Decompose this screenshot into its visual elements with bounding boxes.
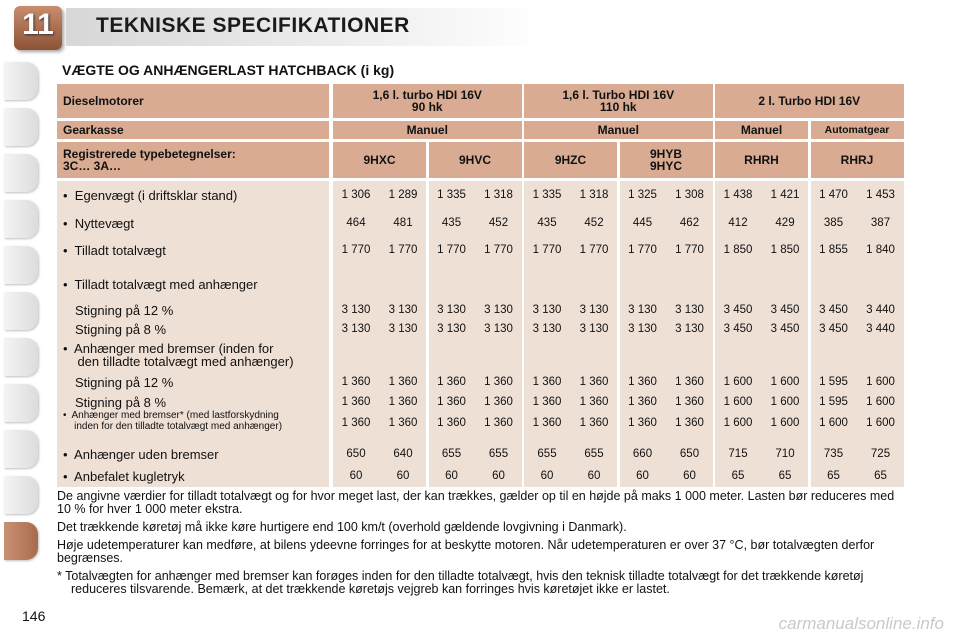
type-header: RHRH [715, 142, 808, 178]
cell-value: 1 600 [723, 417, 753, 429]
cell-value: 3 440 [866, 323, 895, 335]
cell-value: 60 [445, 470, 458, 482]
row-label: Stigning på 8 % [75, 395, 167, 410]
cell-value: 3 450 [723, 323, 753, 335]
cell-value: 725 [870, 448, 891, 460]
cell-value: 1 289 [388, 189, 418, 201]
cell-value: 1 600 [723, 376, 753, 388]
cell-value: 1 306 [341, 189, 371, 201]
cell-value: 412 [728, 217, 748, 229]
cell-value: 1 360 [341, 396, 371, 408]
cell-value: 1 360 [388, 417, 418, 429]
gearbox-header: Manuel [715, 121, 808, 139]
cell-value: 1 850 [770, 244, 800, 256]
cell-value: 65 [827, 470, 840, 482]
cell-value: 60 [492, 470, 505, 482]
cell-value: 1 770 [628, 244, 657, 256]
cell-value: 1 470 [819, 189, 848, 201]
note-paragraph: Høje udetemperaturer kan medføre, at bilens ydeevne forringes for at beskytte motoren. Når udetemperaturen er over 37 °C, bør totalvægten derfor begrænses. [57, 538, 875, 565]
cell-value: 60 [587, 470, 601, 482]
cell-value: 3 450 [770, 304, 800, 316]
chapter-tab[interactable] [4, 522, 38, 560]
cell-value: 65 [874, 470, 887, 482]
cell-value: 1 600 [723, 396, 753, 408]
row-label: • Anhænger uden bremser [63, 447, 219, 462]
chapter-number: 11 [22, 8, 54, 41]
row-label: • Tilladt totalvægt med anhænger [63, 277, 258, 292]
cell-value: 452 [488, 217, 509, 229]
cell-value: 650 [346, 448, 366, 460]
cell-value: 1 360 [388, 396, 418, 408]
gearbox-header: Manuel [524, 121, 713, 139]
cell-value: 715 [728, 448, 748, 460]
cell-value: 1 360 [388, 376, 418, 388]
row-label: • Tilladt totalvægt [63, 243, 166, 258]
row-label: Stigning på 12 % [75, 375, 174, 390]
cell-value: 1 600 [819, 417, 848, 429]
cell-value: 1 595 [819, 396, 848, 408]
cell-value: 655 [488, 448, 509, 460]
cell-value: 3 130 [484, 323, 513, 335]
cell-value: 1 453 [866, 189, 895, 201]
chapter-tab[interactable] [4, 200, 38, 238]
cell-value: 435 [537, 217, 557, 229]
type-header: 9HZC [524, 142, 617, 178]
cell-value: 3 130 [484, 304, 513, 316]
cell-value: 1 318 [484, 189, 513, 201]
cell-value: 60 [636, 470, 649, 482]
cell-value: 1 600 [866, 376, 895, 388]
engine-header: 2 l. Turbo HDI 16V [715, 84, 904, 118]
cell-value: 1 360 [437, 396, 466, 408]
cell-value: 387 [870, 217, 891, 229]
gearbox-header: Manuel [333, 121, 522, 139]
cell-value: 385 [823, 217, 844, 229]
cell-value: 1 360 [532, 376, 562, 388]
cell-value: 660 [632, 448, 653, 460]
types-label: Registrerede typebetegnelser: 3C… 3A… [57, 142, 329, 178]
cell-value: 1 360 [484, 376, 513, 388]
cell-value: 1 595 [819, 376, 848, 388]
row-label: Stigning på 12 % [75, 303, 174, 318]
cell-value: 1 360 [341, 417, 371, 429]
row-label: • Anhænger med bremser (inden for den tilladte totalvægt med anhænger) [63, 341, 294, 369]
engine-header: 1,6 l. Turbo HDI 16V 110 hk [524, 84, 713, 118]
cell-value: 3 130 [388, 323, 418, 335]
type-header: 9HYB 9HYC [620, 142, 713, 178]
cell-value: 1 600 [770, 417, 800, 429]
cell-value: 1 360 [579, 417, 609, 429]
cell-value: 1 360 [484, 417, 513, 429]
row-label: • Anhænger med bremser* (med lastforskydning inden for den tilladte totalvægt med anhænger) [63, 410, 283, 432]
cell-value: 1 360 [675, 417, 704, 429]
engine-label: Dieselmotorer [57, 84, 329, 118]
cell-value: 1 600 [866, 417, 895, 429]
cell-value: 1 770 [579, 244, 609, 256]
chapter-badge [14, 6, 62, 50]
cell-value: 3 130 [437, 323, 466, 335]
cell-value: 1 770 [388, 244, 418, 256]
page-header [0, 0, 960, 48]
cell-value: 1 600 [770, 396, 800, 408]
type-header: 9HVC [429, 142, 522, 178]
cell-value: 735 [823, 448, 844, 460]
gearbox-header: Automatgear [811, 121, 904, 139]
cell-value: 65 [778, 470, 792, 482]
cell-value: 1 360 [484, 396, 513, 408]
cell-value: 3 130 [388, 304, 418, 316]
cell-value: 3 130 [628, 304, 657, 316]
chapter-tab[interactable] [4, 246, 38, 284]
cell-value: 1 360 [675, 396, 704, 408]
chapter-tab[interactable] [4, 62, 38, 100]
cell-value: 1 308 [675, 189, 704, 201]
cell-value: 1 770 [437, 244, 466, 256]
cell-value: 3 130 [341, 304, 371, 316]
page-number: 146 [22, 608, 46, 624]
note-paragraph: De angivne værdier for tilladt totalvægt og for hvor meget last, der kan trækkes, gælder op til en højde på maks 1 000 meter. Lasten bør reduceres med 10 % for hver 1 000 meter ekstra. [57, 489, 895, 516]
cell-value: 60 [349, 470, 363, 482]
chapter-tab[interactable] [4, 292, 38, 330]
cell-value: 1 600 [770, 376, 800, 388]
cell-value: 3 450 [819, 323, 848, 335]
cell-value: 1 360 [675, 376, 704, 388]
cell-value: 1 850 [723, 244, 753, 256]
chapter-tab[interactable] [4, 430, 38, 468]
cell-value: 1 335 [532, 189, 562, 201]
cell-value: 452 [584, 217, 604, 229]
cell-value: 1 325 [628, 189, 657, 201]
cell-value: 1 360 [437, 376, 466, 388]
cell-value: 3 130 [579, 323, 609, 335]
chapter-tab[interactable] [4, 108, 38, 146]
cell-value: 3 130 [628, 323, 657, 335]
type-header: RHRJ [811, 142, 904, 178]
gearbox-label: Gearkasse [57, 121, 329, 139]
cell-value: 60 [540, 470, 554, 482]
cell-value: 3 450 [819, 304, 848, 316]
cell-value: 1 770 [675, 244, 704, 256]
cell-value: 464 [346, 217, 366, 229]
cell-value: 435 [441, 217, 462, 229]
cell-value: 1 360 [628, 417, 657, 429]
cell-value: 655 [584, 448, 604, 460]
cell-value: 3 130 [532, 304, 562, 316]
cell-value: 1 600 [866, 396, 895, 408]
cell-value: 650 [679, 448, 700, 460]
cell-value: 3 450 [770, 323, 800, 335]
chapter-tab[interactable] [4, 154, 38, 192]
cell-value: 445 [632, 217, 653, 229]
cell-value: 60 [396, 470, 410, 482]
cell-value: 3 130 [437, 304, 466, 316]
cell-value: 1 438 [723, 189, 753, 201]
row-label: • Anbefalet kugletryk [63, 469, 185, 484]
cell-value: 3 440 [866, 304, 895, 316]
cell-value: 3 130 [675, 323, 704, 335]
cell-value: 1 335 [437, 189, 466, 201]
cell-value: 1 318 [579, 189, 609, 201]
cell-value: 1 360 [579, 376, 609, 388]
cell-value: 1 360 [532, 417, 562, 429]
cell-value: 1 360 [437, 417, 466, 429]
cell-value: 1 360 [579, 396, 609, 408]
cell-value: 640 [393, 448, 413, 460]
engine-header: 1,6 l. turbo HDI 16V 90 hk [333, 84, 522, 118]
cell-value: 1 840 [866, 244, 895, 256]
cell-value: 462 [679, 217, 700, 229]
chapter-tab[interactable] [4, 384, 38, 422]
row-label: Stigning på 8 % [75, 322, 167, 337]
cell-value: 1 421 [770, 189, 800, 201]
chapter-tab-strip [0, 0, 40, 640]
cell-value: 481 [393, 217, 413, 229]
cell-value: 3 130 [675, 304, 704, 316]
chapter-tab[interactable] [4, 338, 38, 376]
cell-value: 1 360 [341, 376, 371, 388]
notes [57, 490, 907, 601]
cell-value: 1 770 [341, 244, 371, 256]
cell-value: 3 450 [723, 304, 753, 316]
row-label: • Nyttevægt [63, 216, 135, 231]
row-label: • Egenvægt (i driftsklar stand) [63, 188, 238, 203]
cell-value: 1 360 [628, 376, 657, 388]
cell-value: 1 855 [819, 244, 848, 256]
cell-value: 1 360 [532, 396, 562, 408]
type-header: 9HXC [333, 142, 426, 178]
cell-value: 65 [731, 470, 745, 482]
cell-value: 710 [775, 448, 795, 460]
section-title: VÆGTE OG ANHÆNGERLAST HATCHBACK (i kg) [62, 62, 395, 78]
watermark: carmanualsonline.info [778, 614, 944, 633]
cell-value: 3 130 [579, 304, 609, 316]
note-paragraph: * Totalvægten for anhænger med bremser kan forøges inden for den tilladte totalvægt, hvis den teknisk tilladte totalvægt for det trækkende køretøj reduceres tilsvarende. Bemærk, at det trækkende køretøjs vejgreb kan forringes hvis køretøjet ikke er lastet. [57, 569, 864, 596]
cell-value: 3 130 [532, 323, 562, 335]
cell-value: 1 360 [628, 396, 657, 408]
cell-value: 429 [775, 217, 795, 229]
cell-value: 60 [683, 470, 696, 482]
cell-value: 1 770 [532, 244, 562, 256]
cell-value: 3 130 [341, 323, 371, 335]
cell-value: 655 [537, 448, 557, 460]
note-paragraph: Det trækkende køretøj må ikke køre hurtigere end 100 km/t (overhold gældende lovgivning i Danmark). [57, 520, 627, 534]
chapter-tab[interactable] [4, 476, 38, 514]
chapter-title: TEKNISKE SPECIFIKATIONER [96, 14, 410, 37]
cell-value: 1 770 [484, 244, 513, 256]
cell-value: 655 [441, 448, 462, 460]
